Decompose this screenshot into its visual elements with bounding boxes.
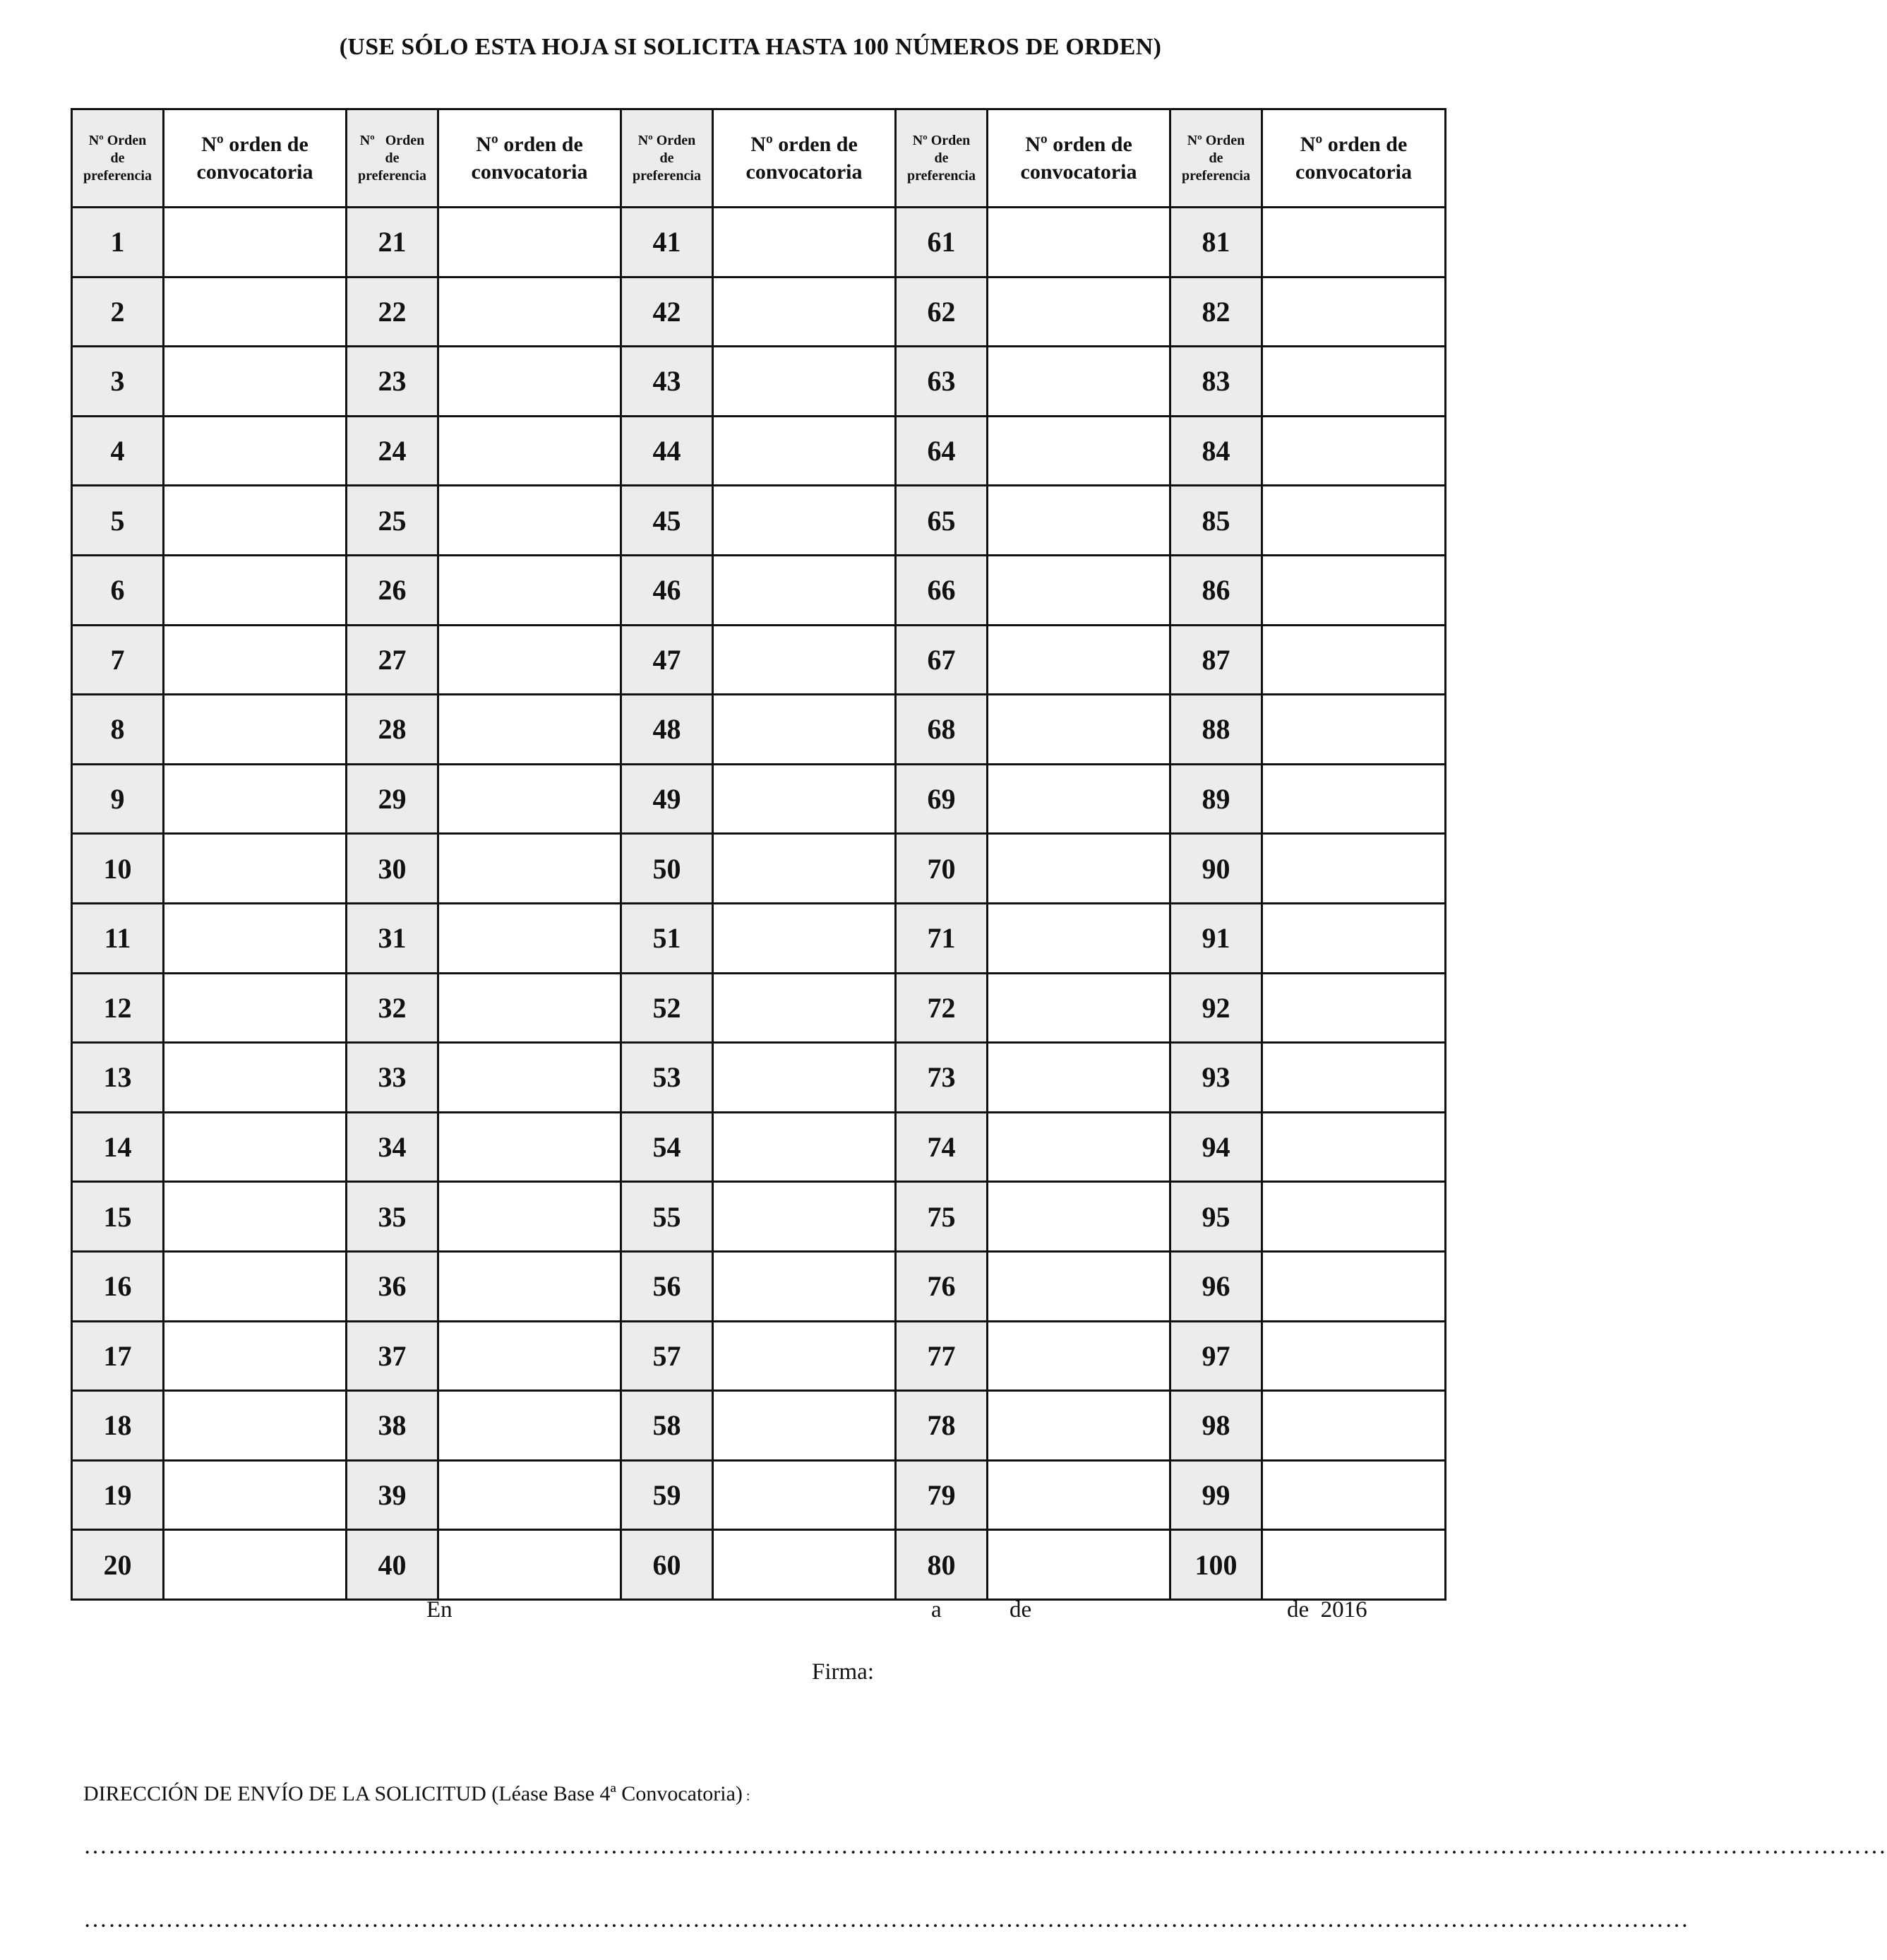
convocatoria-number-field[interactable] [164,1251,347,1321]
convocatoria-number-field[interactable] [713,1043,896,1113]
preference-number: 43 [621,347,713,417]
header-preference-2: Nº Orden de preferencia [347,109,438,208]
convocatoria-number-field[interactable] [713,973,896,1043]
table-row [72,625,1446,695]
preference-number: 32 [347,973,438,1043]
preference-number: 66 [896,555,988,625]
convocatoria-number-field[interactable] [164,1321,347,1391]
convocatoria-number-field[interactable] [1262,1182,1446,1252]
preference-number: 29 [347,764,438,834]
convocatoria-number-field[interactable] [988,277,1170,347]
convocatoria-number-field[interactable] [988,1321,1170,1391]
month-label: de [1010,1597,1032,1623]
table-row [72,416,1446,486]
preference-number: 76 [896,1251,988,1321]
convocatoria-number-field[interactable] [164,764,347,834]
table-row [72,1182,1446,1252]
convocatoria-number-field[interactable] [1262,834,1446,904]
convocatoria-number-field[interactable] [164,625,347,695]
table-row [72,208,1446,277]
header-preference-4: Nº Orden de preferencia [896,109,988,208]
preference-number: 63 [896,347,988,417]
convocatoria-number-field[interactable] [1262,1321,1446,1391]
convocatoria-number-field[interactable] [713,208,896,277]
table-row [72,973,1446,1043]
preference-number: 6 [72,555,164,625]
convocatoria-number-field[interactable] [164,555,347,625]
convocatoria-number-field[interactable] [1262,903,1446,973]
preference-number: 87 [1170,625,1262,695]
convocatoria-number-field[interactable] [713,347,896,417]
convocatoria-number-field[interactable] [713,1460,896,1530]
table-row [72,695,1446,765]
convocatoria-number-field[interactable] [438,1251,621,1321]
preference-number: 12 [72,973,164,1043]
preference-number: 75 [896,1182,988,1252]
year-label: de 2016 [1287,1597,1367,1623]
table-row [72,1391,1446,1461]
convocatoria-number-field[interactable] [1262,973,1446,1043]
address-line-2[interactable]: …………………………………………………………………………………………………………………………………………………………………………… [83,1906,1689,1932]
header-preference-1: Nº Orden de preferencia [72,109,164,208]
day-label: a [931,1597,942,1623]
convocatoria-number-field[interactable] [438,695,621,765]
header-preference-3: Nº Orden de preferencia [621,109,713,208]
preference-number: 7 [72,625,164,695]
convocatoria-number-field[interactable] [164,1182,347,1252]
preference-number: 81 [1170,208,1262,277]
convocatoria-number-field[interactable] [438,1182,621,1252]
preference-number: 22 [347,277,438,347]
preference-number: 35 [347,1182,438,1252]
preference-number: 62 [896,277,988,347]
convocatoria-number-field[interactable] [438,486,621,556]
preference-number: 94 [1170,1112,1262,1182]
convocatoria-number-field[interactable] [438,1391,621,1461]
convocatoria-number-field[interactable] [438,277,621,347]
convocatoria-number-field[interactable] [988,1182,1170,1252]
preference-number: 69 [896,764,988,834]
convocatoria-number-field[interactable] [164,973,347,1043]
preference-number: 53 [621,1043,713,1113]
preference-number: 34 [347,1112,438,1182]
convocatoria-number-field[interactable] [164,277,347,347]
table-row [72,1112,1446,1182]
preference-number: 97 [1170,1321,1262,1391]
preference-number: 73 [896,1043,988,1113]
preference-number: 38 [347,1391,438,1461]
convocatoria-number-field[interactable] [713,1321,896,1391]
convocatoria-number-field[interactable] [988,903,1170,973]
table-row [72,277,1446,347]
preference-number: 89 [1170,764,1262,834]
convocatoria-number-field[interactable] [988,1112,1170,1182]
convocatoria-number-field[interactable] [1262,555,1446,625]
preference-number: 40 [347,1530,438,1600]
address-line-1[interactable]: ………………………………………………………………………………………………………………………………………………………………………………………………… [83,1833,1887,1859]
preference-number: 91 [1170,903,1262,973]
preference-number: 61 [896,208,988,277]
convocatoria-number-field[interactable] [713,764,896,834]
convocatoria-number-field[interactable] [988,834,1170,904]
convocatoria-number-field[interactable] [164,416,347,486]
preference-number: 16 [72,1251,164,1321]
preference-number: 42 [621,277,713,347]
preference-number: 58 [621,1391,713,1461]
convocatoria-number-field[interactable] [1262,486,1446,556]
convocatoria-number-field[interactable] [713,1112,896,1182]
header-row [72,109,1446,208]
convocatoria-number-field[interactable] [438,208,621,277]
order-table [71,108,1446,1601]
convocatoria-number-field[interactable] [713,695,896,765]
preference-number: 52 [621,973,713,1043]
convocatoria-number-field[interactable] [713,1251,896,1321]
preference-number: 70 [896,834,988,904]
preference-number: 96 [1170,1251,1262,1321]
convocatoria-number-field[interactable] [988,625,1170,695]
preference-number: 79 [896,1460,988,1530]
convocatoria-number-field[interactable] [438,1321,621,1391]
convocatoria-number-field[interactable] [164,834,347,904]
preference-number: 25 [347,486,438,556]
preference-number: 26 [347,555,438,625]
convocatoria-number-field[interactable] [438,1530,621,1600]
convocatoria-number-field[interactable] [1262,277,1446,347]
preference-number: 85 [1170,486,1262,556]
table-row [72,764,1446,834]
preference-number: 92 [1170,973,1262,1043]
preference-number: 71 [896,903,988,973]
preference-number: 23 [347,347,438,417]
address-heading-colon: : [742,1788,750,1804]
preference-number: 82 [1170,277,1262,347]
preference-number: 15 [72,1182,164,1252]
convocatoria-number-field[interactable] [438,903,621,973]
convocatoria-number-field[interactable] [988,208,1170,277]
convocatoria-number-field[interactable] [1262,347,1446,417]
preference-number: 9 [72,764,164,834]
convocatoria-number-field[interactable] [988,764,1170,834]
header-preference-5: Nº Orden de preferencia [1170,109,1262,208]
page-title: (USE SÓLO ESTA HOJA SI SOLICITA HASTA 100 NÚMEROS DE ORDEN) [339,34,1162,60]
preference-number: 18 [72,1391,164,1461]
preference-number: 55 [621,1182,713,1252]
convocatoria-number-field[interactable] [988,1460,1170,1530]
preference-number: 20 [72,1530,164,1600]
convocatoria-number-field[interactable] [988,1530,1170,1600]
preference-number: 13 [72,1043,164,1113]
address-heading-text: DIRECCIÓN DE ENVÍO DE LA SOLICITUD (Léase Base 4ª Convocatoria) [83,1782,743,1805]
table-row [72,903,1446,973]
convocatoria-number-field[interactable] [713,1530,896,1600]
preference-number: 67 [896,625,988,695]
table-body [72,208,1446,1600]
preference-number: 72 [896,973,988,1043]
preference-number: 99 [1170,1460,1262,1530]
preference-number: 3 [72,347,164,417]
preference-number: 88 [1170,695,1262,765]
preference-number: 50 [621,834,713,904]
table-row [72,486,1446,556]
preference-number: 10 [72,834,164,904]
preference-number: 36 [347,1251,438,1321]
convocatoria-number-field[interactable] [164,1391,347,1461]
convocatoria-number-field[interactable] [713,625,896,695]
preference-number: 64 [896,416,988,486]
convocatoria-number-field[interactable] [164,1530,347,1600]
preference-number: 59 [621,1460,713,1530]
convocatoria-number-field[interactable] [988,1043,1170,1113]
convocatoria-number-field[interactable] [1262,764,1446,834]
convocatoria-number-field[interactable] [713,277,896,347]
preference-number: 17 [72,1321,164,1391]
convocatoria-number-field[interactable] [1262,1391,1446,1461]
preference-number: 51 [621,903,713,973]
preference-number: 57 [621,1321,713,1391]
convocatoria-number-field[interactable] [1262,208,1446,277]
header-convocatoria-3: Nº orden de convocatoria [713,109,896,208]
convocatoria-number-field[interactable] [1262,695,1446,765]
preference-number: 28 [347,695,438,765]
convocatoria-number-field[interactable] [1262,1043,1446,1113]
preference-number: 74 [896,1112,988,1182]
table-row [72,347,1446,417]
preference-number: 98 [1170,1391,1262,1461]
convocatoria-number-field[interactable] [988,416,1170,486]
table-row [72,1321,1446,1391]
preference-number: 44 [621,416,713,486]
preference-number: 45 [621,486,713,556]
convocatoria-number-field[interactable] [438,347,621,417]
preference-number: 31 [347,903,438,973]
preference-number: 60 [621,1530,713,1600]
convocatoria-number-field[interactable] [438,555,621,625]
convocatoria-number-field[interactable] [988,695,1170,765]
preference-number: 8 [72,695,164,765]
table-row [72,555,1446,625]
convocatoria-number-field[interactable] [988,347,1170,417]
convocatoria-number-field[interactable] [713,486,896,556]
preference-number: 33 [347,1043,438,1113]
convocatoria-number-field[interactable] [713,1391,896,1461]
convocatoria-number-field[interactable] [988,486,1170,556]
convocatoria-number-field[interactable] [713,834,896,904]
convocatoria-number-field[interactable] [1262,1460,1446,1530]
convocatoria-number-field[interactable] [164,486,347,556]
table-row [72,1460,1446,1530]
preference-number: 83 [1170,347,1262,417]
convocatoria-number-field[interactable] [164,208,347,277]
preference-number: 46 [621,555,713,625]
preference-number: 27 [347,625,438,695]
preference-number: 49 [621,764,713,834]
convocatoria-number-field[interactable] [164,903,347,973]
convocatoria-number-field[interactable] [988,555,1170,625]
preference-number: 37 [347,1321,438,1391]
table-row [72,1251,1446,1321]
preference-number: 84 [1170,416,1262,486]
preference-number: 5 [72,486,164,556]
convocatoria-number-field[interactable] [438,834,621,904]
convocatoria-number-field[interactable] [1262,1112,1446,1182]
header-convocatoria-4: Nº orden de convocatoria [988,109,1170,208]
preference-number: 77 [896,1321,988,1391]
table-row [72,1530,1446,1600]
convocatoria-number-field[interactable] [438,764,621,834]
table-row [72,834,1446,904]
header-convocatoria-2: Nº orden de convocatoria [438,109,621,208]
preference-number: 30 [347,834,438,904]
preference-number: 24 [347,416,438,486]
convocatoria-number-field[interactable] [988,1251,1170,1321]
preference-number: 39 [347,1460,438,1530]
preference-number: 100 [1170,1530,1262,1600]
convocatoria-number-field[interactable] [1262,625,1446,695]
preference-number: 41 [621,208,713,277]
preference-number: 2 [72,277,164,347]
preference-number: 56 [621,1251,713,1321]
convocatoria-number-field[interactable] [988,1391,1170,1461]
header-convocatoria-5: Nº orden de convocatoria [1262,109,1446,208]
preference-number: 11 [72,903,164,973]
preference-number: 4 [72,416,164,486]
convocatoria-number-field[interactable] [713,416,896,486]
convocatoria-number-field[interactable] [164,1043,347,1113]
preference-number: 19 [72,1460,164,1530]
convocatoria-number-field[interactable] [164,1112,347,1182]
table-row [72,1043,1446,1113]
preference-number: 68 [896,695,988,765]
preference-number: 65 [896,486,988,556]
preference-number: 93 [1170,1043,1262,1113]
convocatoria-number-field[interactable] [438,1112,621,1182]
convocatoria-number-field[interactable] [438,1043,621,1113]
convocatoria-number-field[interactable] [438,416,621,486]
preference-number: 1 [72,208,164,277]
preference-number: 47 [621,625,713,695]
address-heading [83,1782,750,1806]
convocatoria-number-field[interactable] [164,347,347,417]
header-convocatoria-1: Nº orden de convocatoria [164,109,347,208]
convocatoria-number-field[interactable] [1262,1530,1446,1600]
preference-number: 54 [621,1112,713,1182]
preference-number: 86 [1170,555,1262,625]
convocatoria-number-field[interactable] [713,1182,896,1252]
convocatoria-number-field[interactable] [713,555,896,625]
preference-number: 14 [72,1112,164,1182]
preference-number: 48 [621,695,713,765]
convocatoria-number-field[interactable] [438,973,621,1043]
preference-number: 80 [896,1530,988,1600]
convocatoria-number-field[interactable] [988,973,1170,1043]
signature-label: Firma: [812,1659,874,1685]
convocatoria-number-field[interactable] [164,695,347,765]
convocatoria-number-field[interactable] [164,1460,347,1530]
convocatoria-number-field[interactable] [713,903,896,973]
preference-number: 90 [1170,834,1262,904]
convocatoria-number-field[interactable] [438,1460,621,1530]
preference-number: 95 [1170,1182,1262,1252]
convocatoria-number-field[interactable] [1262,416,1446,486]
preference-number: 21 [347,208,438,277]
place-label: En [426,1597,453,1623]
convocatoria-number-field[interactable] [1262,1251,1446,1321]
preference-number: 78 [896,1391,988,1461]
convocatoria-number-field[interactable] [438,625,621,695]
